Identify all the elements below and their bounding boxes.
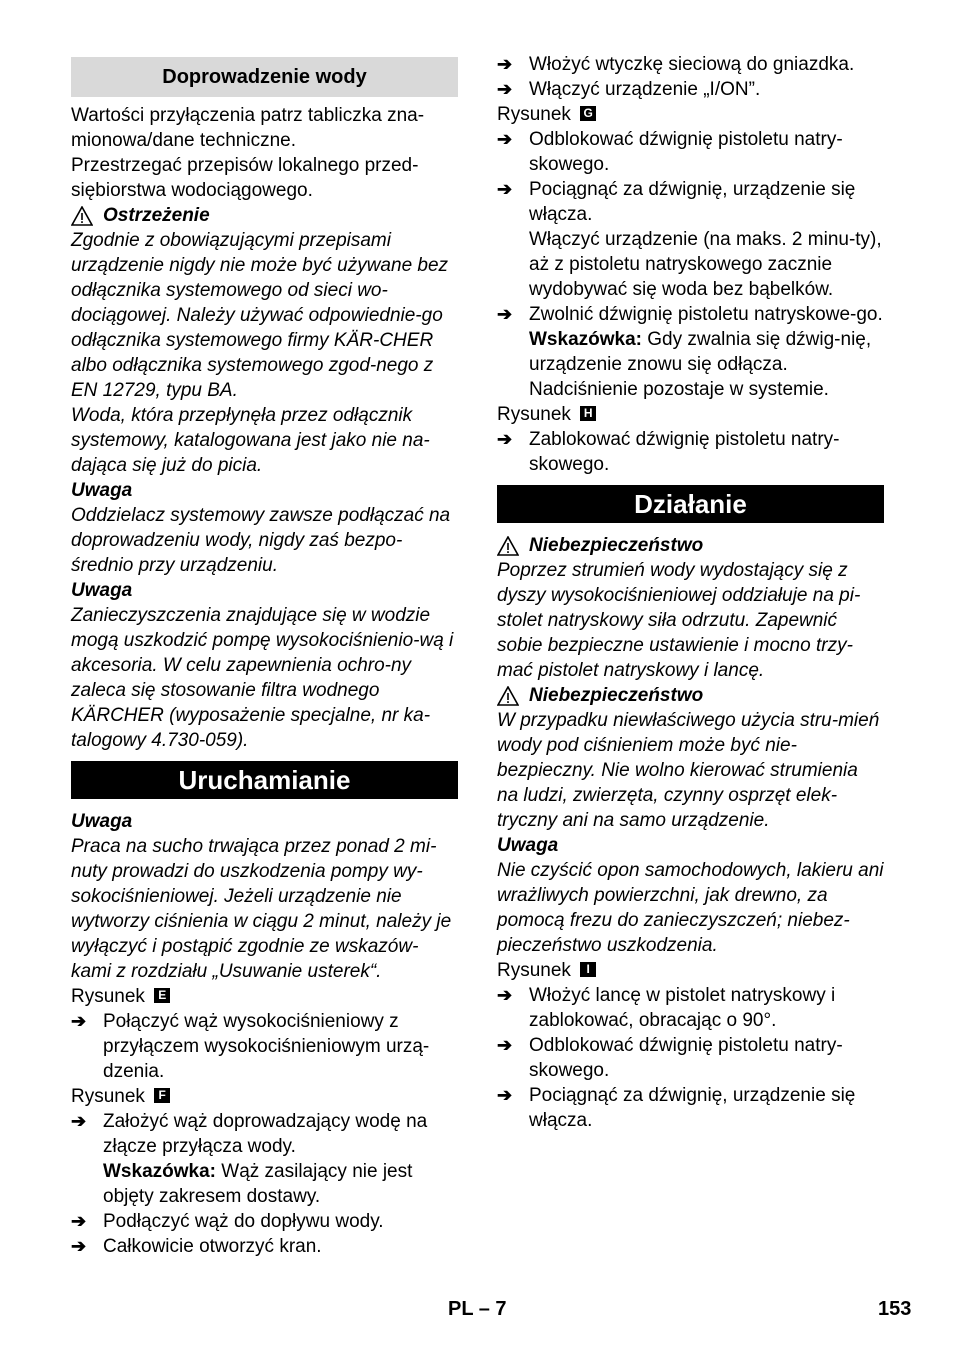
hint <box>497 327 884 402</box>
figure-reference <box>71 1084 458 1109</box>
note-text: Nie czyścić opon samochodowych, lakieru ani wrażliwych powierzchni, jak drewno, za pomocą frezu do zanieczyszczeń; niebez-pieczeństwo uszkodzenia. <box>497 860 884 956</box>
step-text: Włożyć lancę w pistolet natryskowy i zablokować, obracając o 90°. <box>529 985 836 1031</box>
step-text: Założyć wąż doprowadzający wodę na złącze przyłącza wody. <box>103 1111 428 1157</box>
figure-word: Rysunek <box>497 404 571 425</box>
figure-reference <box>497 102 884 127</box>
step-text: Zablokować dźwignię pistoletu natry-skowego. <box>529 429 840 475</box>
figure-reference <box>497 958 884 983</box>
figure-letter-badge: F <box>154 1088 170 1103</box>
note-label: Uwaga <box>497 835 559 856</box>
danger-label: Niebezpieczeństwo <box>529 535 704 556</box>
footer-language-page: PL – 7 <box>448 1298 507 1320</box>
step-item <box>497 983 884 1033</box>
figure-reference <box>497 402 884 427</box>
step-item <box>497 1083 884 1133</box>
arrow-right-icon: ➔ <box>71 1111 87 1131</box>
footer-page-number: 153 <box>878 1298 912 1320</box>
step-text: Włożyć wtyczkę sieciową do gniazdka. <box>529 54 855 75</box>
figure-word: Rysunek <box>71 986 145 1007</box>
warning-triangle-icon <box>71 206 93 226</box>
step-text: Pociągnąć za dźwignię, urządzenie się włącza. <box>529 179 856 225</box>
step-item <box>497 77 884 102</box>
hint-text: Gdy zwalnia się dźwig-nię, urządzenie znowu się odłącza. Nadciśnienie pozostaje w systemie. <box>529 329 872 400</box>
hint <box>71 1159 458 1209</box>
step-item <box>71 1009 458 1084</box>
note-label: Uwaga <box>71 811 133 832</box>
danger-text: Poprzez strumień wody wydostający się z dyszy wysokociśnieniowej oddziałuje na pi-stolet natryskowy siła odrzutu. Zapewnić sobie bezpieczne ustawienie i mocno trzy-mać pistolet natryskowy i lancę. <box>497 560 861 681</box>
note-label: Uwaga <box>71 580 133 601</box>
section-heading-startup: Uruchamianie <box>71 761 458 799</box>
step-item <box>497 52 884 77</box>
warning-triangle-icon <box>497 686 519 706</box>
figure-letter-badge: E <box>154 988 170 1003</box>
step-text: Pociągnąć za dźwignię, urządzenie się włącza. <box>529 1085 856 1131</box>
hint-text: Wąż zasilający nie jest objęty zakresem dostawy. <box>103 1161 413 1207</box>
arrow-right-icon: ➔ <box>71 1011 87 1031</box>
warning-text: Zgodnie z obowiązującymi przepisami urządzenie nigdy nie może być używane bez odłącznika systemowego od sieci wo-dociągowej. Należy używać odpowiednie-go odłącznika systemowego firmy KÄR-CHER albo odłącznika systemowego zgod-nego z EN 12729, typu BA. <box>71 230 449 401</box>
figure-letter-badge: G <box>580 106 596 121</box>
step-text: Odblokować dźwignię pistoletu natry-skowego. <box>529 129 843 175</box>
danger-heading <box>497 683 884 708</box>
figure-word: Rysunek <box>497 960 571 981</box>
step-item <box>497 427 884 477</box>
figure-letter-badge: I <box>580 962 596 977</box>
figure-word: Rysunek <box>497 104 571 125</box>
step-text: Całkowicie otworzyć kran. <box>103 1236 322 1257</box>
warning-label: Ostrzeżenie <box>103 205 210 226</box>
arrow-right-icon: ➔ <box>497 429 513 449</box>
danger-heading <box>497 533 884 558</box>
danger-text: W przypadku niewłaściwego użycia stru-mień wody pod ciśnieniem może być nie-bezpieczny. Nie wolno kierować strumienia na ludzi, zwierzęta, czynny osprzęt elek-tryczny ani na samo urządzenie. <box>497 710 880 831</box>
warning-triangle-icon <box>497 536 519 556</box>
arrow-right-icon: ➔ <box>497 129 513 149</box>
section-heading-operation: Działanie <box>497 485 884 523</box>
step-item <box>497 302 884 327</box>
step-text: Zwolnić dźwignię pistoletu natryskowe-go. <box>529 304 883 325</box>
step-text: Połączyć wąż wysokociśnieniowy z przyłączem wysokociśnieniowym urzą-dzenia. <box>103 1011 430 1082</box>
section-heading-water-supply: Doprowadzenie wody <box>71 57 458 97</box>
arrow-right-icon: ➔ <box>497 79 513 99</box>
step-item <box>71 1209 458 1234</box>
figure-reference <box>71 984 458 1009</box>
arrow-right-icon: ➔ <box>497 179 513 199</box>
paragraph: Wartości przyłączenia patrz tabliczka zna-mionowa/dane techniczne. <box>71 105 425 151</box>
hint-label: Wskazówka: <box>103 1161 216 1182</box>
warning-heading <box>71 203 458 228</box>
right-column <box>497 52 884 1133</box>
warning-text: Woda, która przepłynęła przez odłącznik systemowy, katalogowana jest jako nie na-dająca się już do picia. <box>71 405 430 476</box>
note-text: Praca na sucho trwająca przez ponad 2 mi-nuty prowadzi do uszkodzenia pompy wy-sokociśnieniowej. Jeżeli urządzenie nie wytworzy ciśnienia w ciągu 2 minut, należy je wyłączyć i postąpić zgodnie ze wskazów-kami z rozdziału „Usuwanie usterek“. <box>71 836 452 982</box>
step-item <box>497 1033 884 1083</box>
danger-label: Niebezpieczeństwo <box>529 685 704 706</box>
figure-word: Rysunek <box>71 1086 145 1107</box>
figure-letter-badge: H <box>580 406 596 421</box>
note-text: Oddzielacz systemowy zawsze podłączać na doprowadzeniu wody, nigdy zaś bezpo-średnio przy urządzeniu. <box>71 505 451 576</box>
left-column <box>71 52 458 1259</box>
step-text: Odblokować dźwignię pistoletu natry-skowego. <box>529 1035 843 1081</box>
step-text: Włączyć urządzenie „I/ON”. <box>529 79 761 100</box>
arrow-right-icon: ➔ <box>497 54 513 74</box>
arrow-right-icon: ➔ <box>71 1211 87 1231</box>
arrow-right-icon: ➔ <box>71 1236 87 1256</box>
arrow-right-icon: ➔ <box>497 985 513 1005</box>
step-item <box>497 127 884 177</box>
step-text: Podłączyć wąż do dopływu wody. <box>103 1211 384 1232</box>
paragraph: Przestrzegać przepisów lokalnego przed-siębiorstwa wodociągowego. <box>71 155 419 201</box>
arrow-right-icon: ➔ <box>497 1085 513 1105</box>
arrow-right-icon: ➔ <box>497 1035 513 1055</box>
note-text: Zanieczyszczenia znajdujące się w wodzie mogą uszkodzić pompę wysokociśnienio-wą i akcesoria. W celu zapewnienia ochro-ny zaleca się stosowanie filtra wodnego KÄRCHER (wyposażenie specjalne, nr ka-talogowy 4.730-059). <box>71 605 454 751</box>
step-item <box>497 177 884 227</box>
note-label: Uwaga <box>71 480 133 501</box>
arrow-right-icon: ➔ <box>497 304 513 324</box>
step-item <box>71 1234 458 1259</box>
step-item <box>71 1109 458 1159</box>
step-continuation: Włączyć urządzenie (na maks. 2 minu-ty), aż z pistoletu natryskowego zacznie wydobywać się woda bez bąbelków. <box>529 229 882 300</box>
hint-label: Wskazówka: <box>529 329 642 350</box>
